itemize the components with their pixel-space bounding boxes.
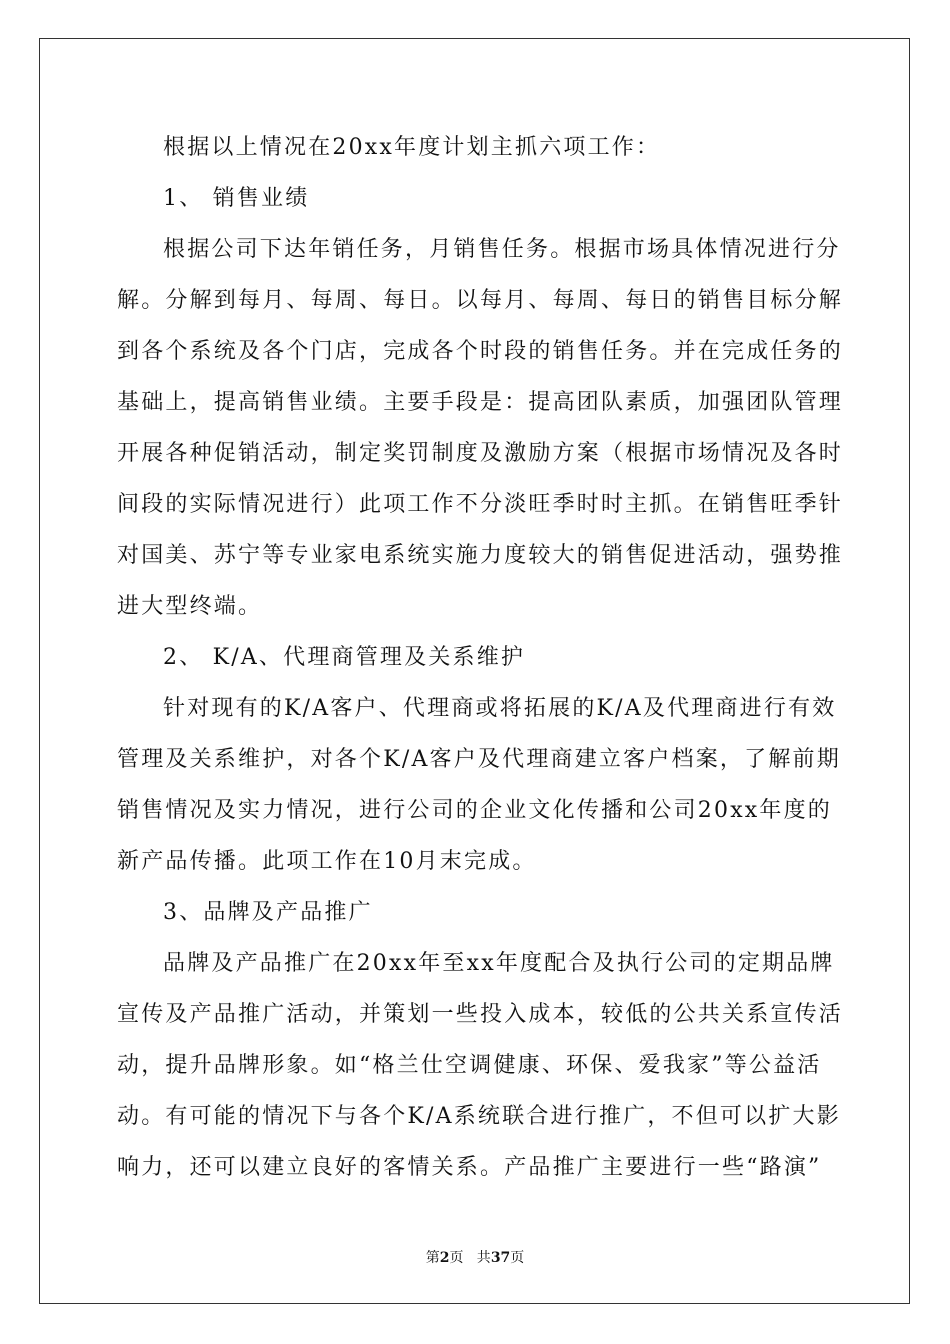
page-suffix: 页 xyxy=(510,1250,525,1266)
text-line: 到各个系统及各个门店，完成各个时段的销售任务。并在完成任务的 xyxy=(117,339,844,364)
text-line: 开展各种促销活动，制定奖罚制度及激励方案（根据市场情况及各时 xyxy=(117,441,844,466)
text-line: 品牌及产品推广在20xx年至xx年度配合及执行公司的定期品牌 xyxy=(163,951,835,976)
section-heading: 1、 销售业绩 xyxy=(163,186,310,211)
text-line: 根据公司下达年销任务，月销售任务。根据市场具体情况进行分 xyxy=(163,237,841,262)
text-line: 基础上，提高销售业绩。主要手段是：提高团队素质，加强团队管理 xyxy=(117,390,844,415)
page-prefix: 第 xyxy=(425,1250,440,1266)
page-number-footer xyxy=(0,1249,950,1267)
text-line: 解。分解到每月、每周、每日。以每月、每周、每日的销售目标分解 xyxy=(117,288,844,313)
text-line: 宣传及产品推广活动，并策划一些投入成本，较低的公共关系宣传活 xyxy=(117,1002,844,1027)
text-line: 进大型终端。 xyxy=(117,594,263,619)
section-heading: 3、品牌及产品推广 xyxy=(163,900,373,925)
text-line: 根据以上情况在20xx年度计划主抓六项工作： xyxy=(163,135,661,160)
page-mid: 页 共 xyxy=(449,1250,491,1266)
text-line: 销售情况及实力情况，进行公司的企业文化传播和公司20xx年度的 xyxy=(117,798,833,823)
page-current: 2 xyxy=(439,1250,450,1266)
text-line: 动，提升品牌形象。如“格兰仕空调健康、环保、爱我家”等公益活 xyxy=(117,1053,822,1078)
text-line: 新产品传播。此项工作在10月末完成。 xyxy=(117,849,537,874)
section-heading: 2、 K/A、代理商管理及关系维护 xyxy=(163,645,526,670)
text-line: 管理及关系维护，对各个K/A客户及代理商建立客户档案，了解前期 xyxy=(117,747,841,772)
text-line: 动。有可能的情况下与各个K/A系统联合进行推广，不但可以扩大影 xyxy=(117,1104,841,1129)
text-line: 对国美、苏宁等专业家电系统实施力度较大的销售促进活动，强势推 xyxy=(117,543,844,568)
text-line: 间段的实际情况进行）此项工作不分淡旺季时时主抓。在销售旺季针 xyxy=(117,492,844,517)
page-total: 37 xyxy=(490,1250,511,1266)
text-line: 针对现有的K/A客户、代理商或将拓展的K/A及代理商进行有效 xyxy=(163,696,837,721)
text-line: 响力，还可以建立良好的客情关系。产品推广主要进行一些“路演” xyxy=(117,1155,822,1180)
